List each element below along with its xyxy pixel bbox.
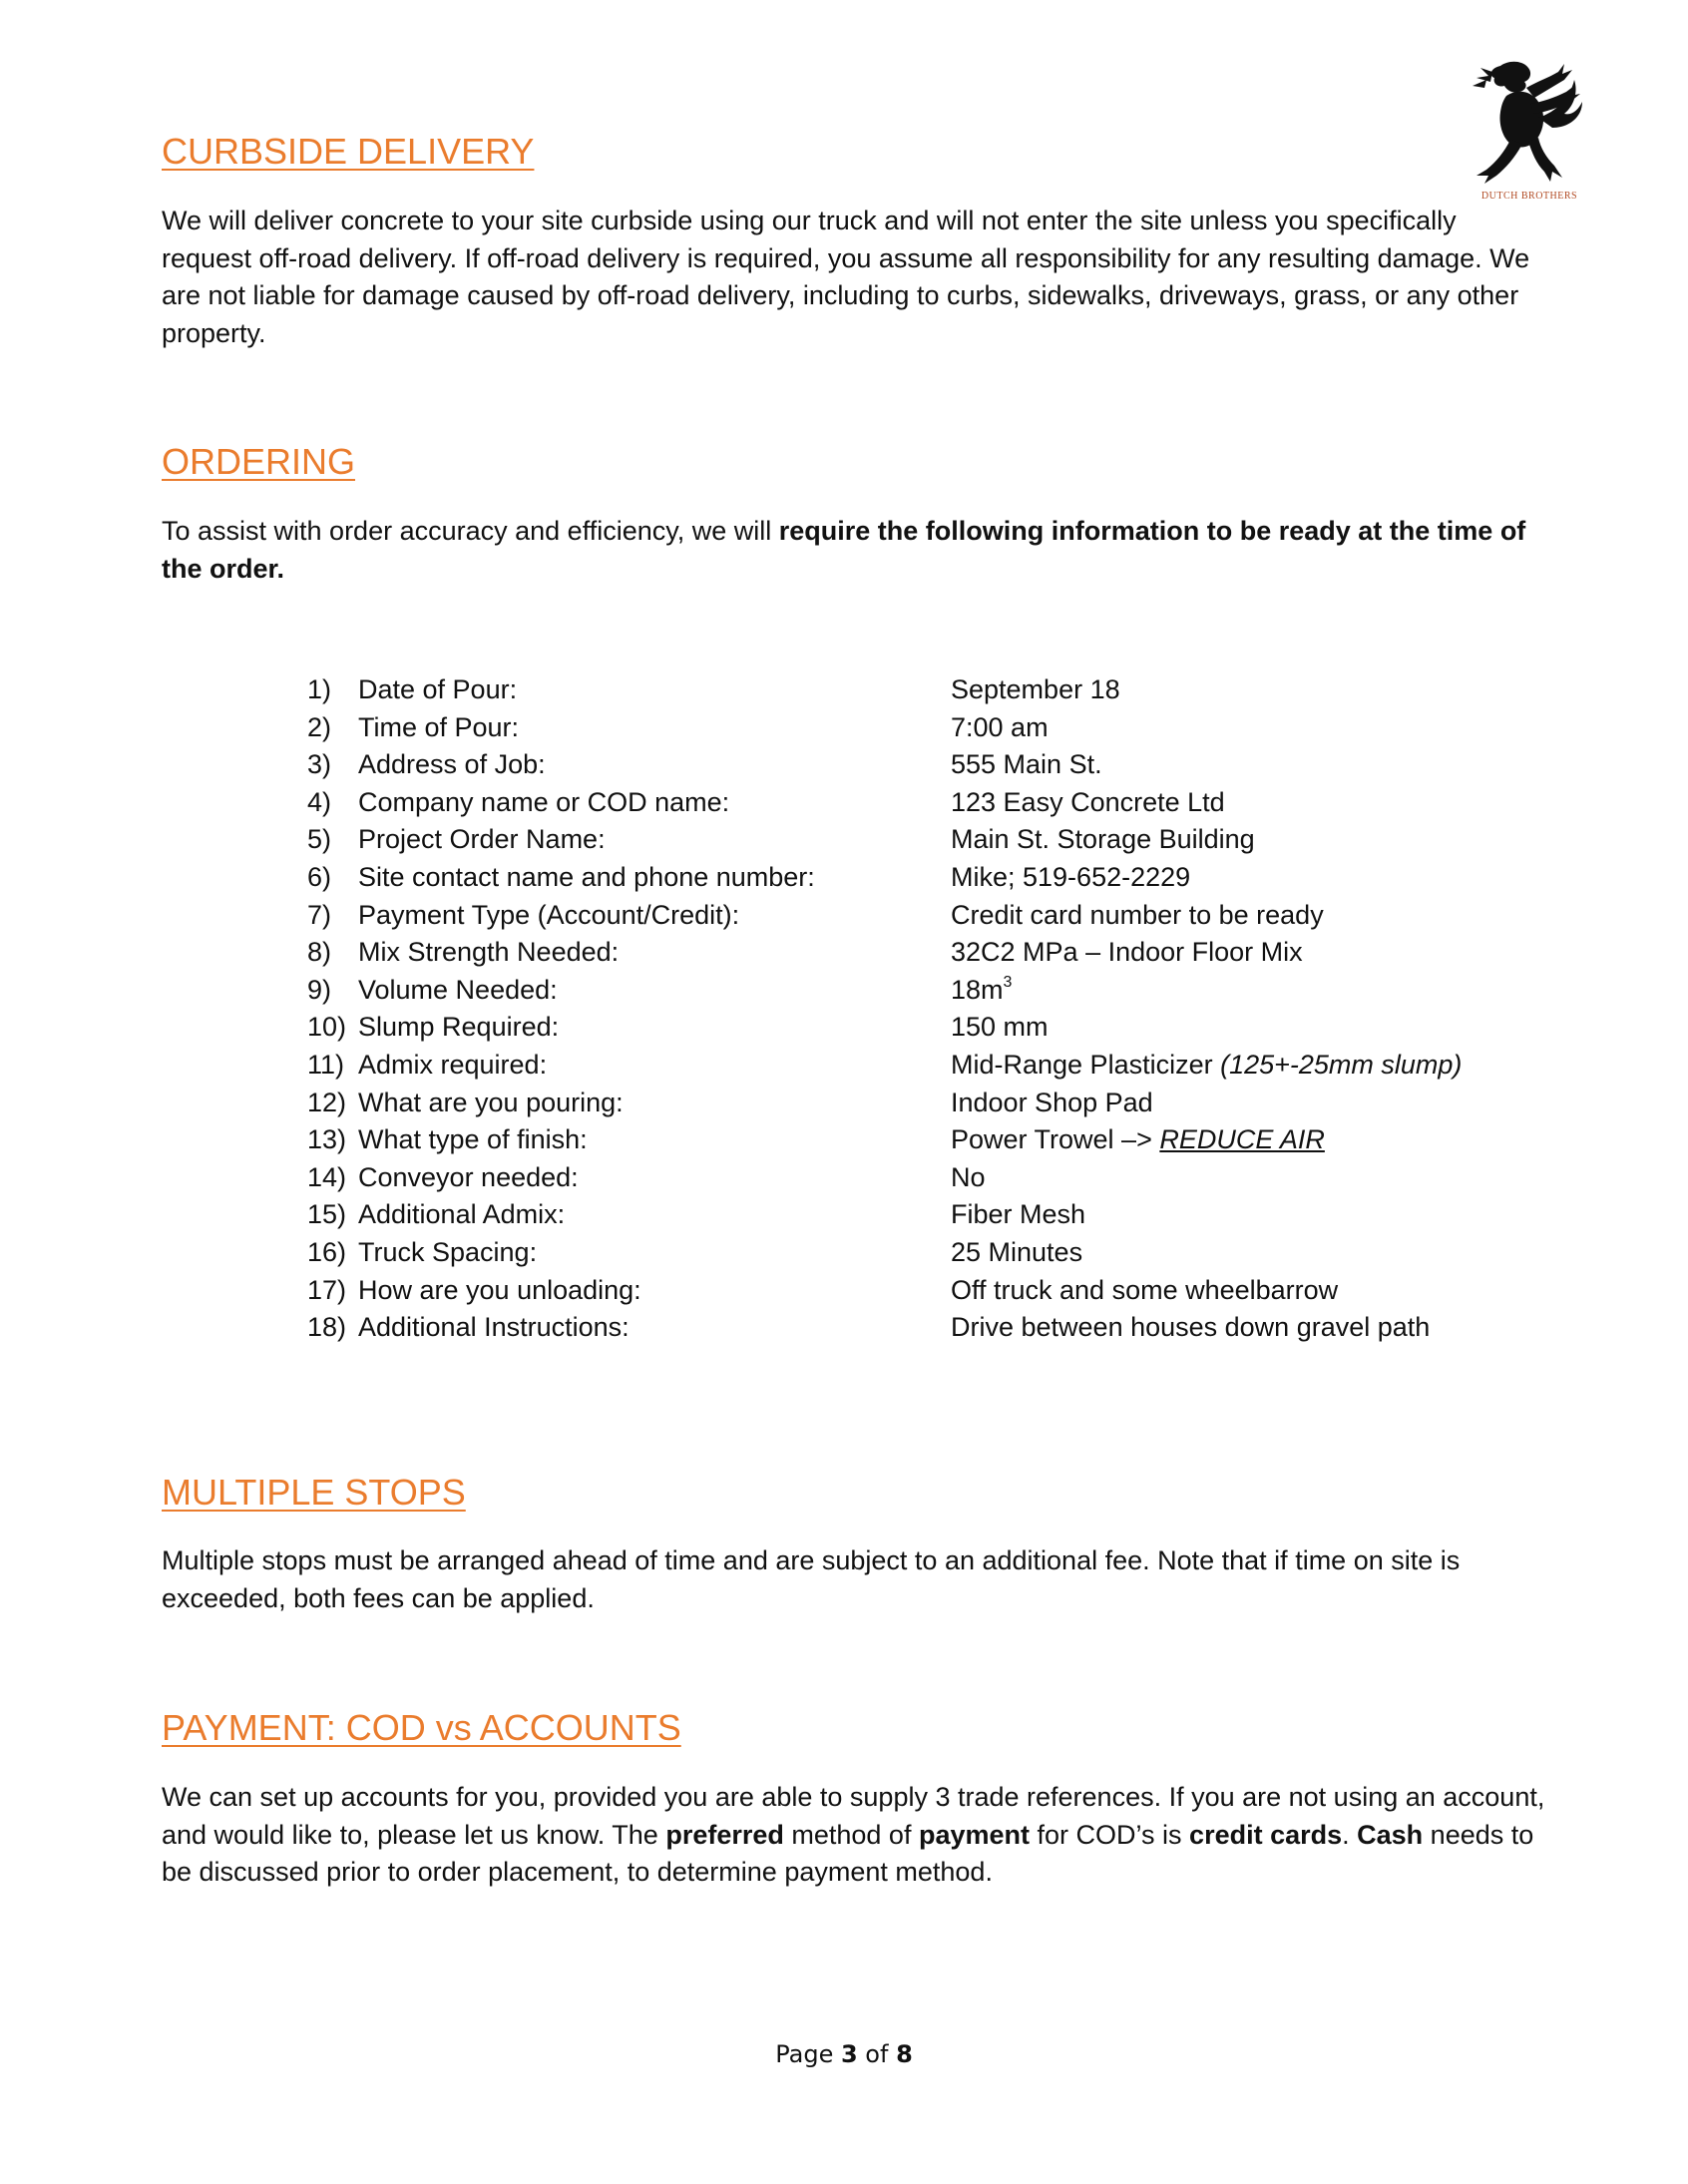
list-item: 18) Additional Instructions: Drive between houses down gravel path	[307, 1312, 1431, 1343]
page-number: Page 3 of 8	[775, 2040, 913, 2068]
list-item: 4) Company name or COD name: 123 Easy Concrete Ltd	[307, 786, 1225, 817]
curbside-body: We will deliver concrete to your site curbside using our truck and will not enter the site unless you specifically request off-road delivery. If off-road delivery is required, you assume all responsibility for any resulting damage. We are not liable for damage caused by off-road delivery, including to curbs, sidewalks, driveways, grass, or any other property.	[162, 206, 1530, 348]
list-item: 8) Mix Strength Needed: 32C2 MPa – Indoor Floor Mix	[307, 937, 1303, 968]
list-item: 11) Admix required: Mid-Range Plasticizer (125+-25mm slump)	[307, 1049, 1463, 1080]
rampant-lion-icon	[1467, 58, 1592, 188]
list-item: 12) What are you pouring: Indoor Shop Pad	[307, 1087, 1153, 1117]
list-item: 10) Slump Required: 150 mm	[307, 1012, 1049, 1043]
list-item: 16) Truck Spacing: 25 Minutes	[307, 1236, 1083, 1267]
heading-ordering: ORDERING	[162, 441, 356, 482]
heading-curbside-delivery: CURBSIDE DELIVERY	[162, 131, 535, 172]
list-item: 2) Time of Pour: 7:00 am	[307, 711, 1049, 742]
list-item: 3) Address of Job: 555 Main St.	[307, 749, 1102, 780]
list-item: 14) Conveyor needed: No	[307, 1161, 986, 1192]
list-item: 5) Project Order Name: Main St. Storage Building	[307, 824, 1255, 855]
heading-payment: PAYMENT: COD vs ACCOUNTS	[162, 1707, 681, 1748]
list-item: 13) What type of finish: Power Trowel –> REDUCE AIR	[307, 1124, 1325, 1155]
payment-body: We can set up accounts for you, provided you are able to supply 3 trade references. If you are not using an account, and would like to, please let us know. The preferred method of payment for COD’s is credit cards. Cash needs to be discussed prior to order placement, to determine payment method.	[162, 1782, 1545, 1887]
heading-multiple-stops: MULTIPLE STOPS	[162, 1472, 466, 1513]
list-item: 1) Date of Pour: September 18	[307, 674, 1120, 704]
company-logo	[1467, 58, 1592, 208]
order-info-list	[307, 671, 1574, 1347]
list-item: 15) Additional Admix: Fiber Mesh	[307, 1199, 1086, 1230]
logo-wordmark: DUTCH BROTHERS	[1480, 191, 1578, 202]
list-item: 9) Volume Needed: $18m^3$	[307, 973, 1013, 1005]
list-item: 7) Payment Type (Account/Credit): Credit card number to be ready	[307, 899, 1324, 930]
ordering-intro	[162, 513, 1548, 588]
ordering-intro-plain: To assist with order accuracy and efficiency, we will	[162, 516, 779, 546]
ordering-intro-bold: require the following information to be ready at the time of the order.	[162, 516, 1526, 584]
list-item: 6) Site contact name and phone number: Mike; 519-652-2229	[307, 861, 1191, 892]
list-item: 17) How are you unloading: Off truck and some wheelbarrow	[307, 1274, 1339, 1305]
multiple-stops-body: Multiple stops must be arranged ahead of time and are subject to an additional fee. Note that if time on site is exceeded, both fees can be applied.	[162, 1545, 1461, 1613]
